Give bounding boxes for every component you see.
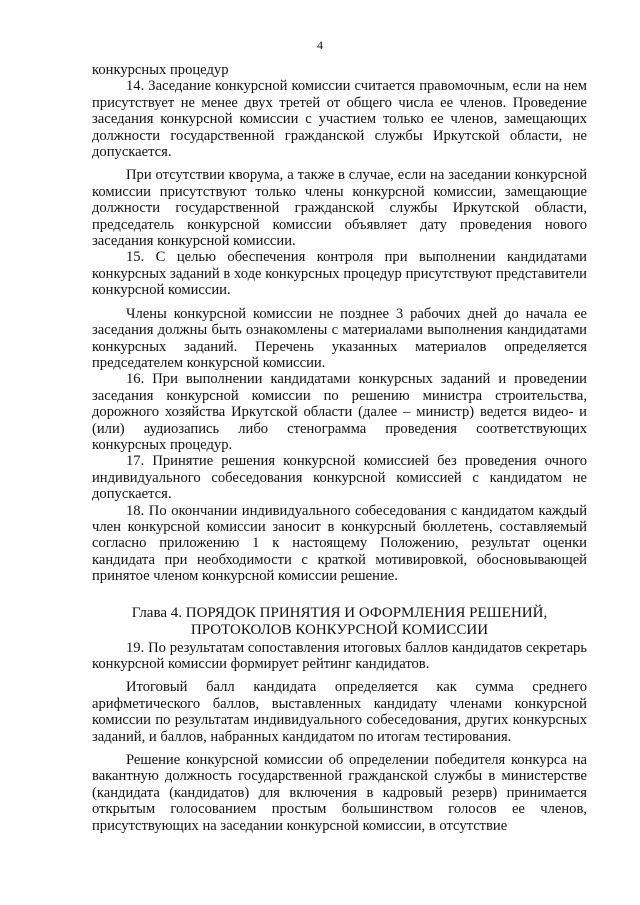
paragraph-materials: Члены конкурсной комиссии не позднее 3 рабочих дней до начала ее заседания должны быть ознакомлены с материалами выполнения кандидатами конкурсных заданий. Перечень указанных материалов определяется председателем конкурсной комиссии. [92,305,587,371]
paragraph-continuation: конкурсных процедур [92,62,229,78]
paragraph-16: 16. При выполнении кандидатами конкурсных заданий и проведении заседания конкурсной комиссии по решению министра строительства, дорожного хозяйства Иркутской области (далее – министр) ведется видео- и (или) аудиозапись либо стенограмма проведения соответствующих конкурсных процедур. [92,371,587,453]
paragraph-17: 17. Принятие решения конкурсной комиссией без проведения очного индивидуального собеседования конкурсной комиссией с кандидатом не допускается. [92,453,587,503]
paragraph-final-score: Итоговый балл кандидата определяется как сумма среднего арифметического баллов, выставленных кандидату членами конкурсной комиссии по результатам индивидуального собеседования, других конкурсных заданий, и баллов, набранных кандидатом по итогам тестирования. [92,679,587,745]
paragraph-decision: Решение конкурсной комиссии об определении победителя конкурса на вакантную должность государственной гражданской службы в министерстве (кандидата (кандидатов) для включения в кадровый резерв) принимается открытым голосованием простым большинством голосов ее членов, присутствующих на заседании конкурсной комиссии, в отсутствие [92,752,587,834]
paragraph-quorum: При отсутствии кворума, а также в случае, если на заседании конкурсной комиссии присутствуют только члены конкурсной комиссии, замещающие должности государственной гражданской службы Иркутской области, председатель конкурсной комиссии объявляет дату проведения нового заседания конкурсной комиссии. [92,167,587,250]
paragraph-18: 18. По окончании индивидуального собеседования с кандидатом каждый член конкурсной комиссии заносит в конкурсный бюллетень, составляемый согласно приложению 1 к настоящему Положению, результат оценки кандидата при необходимости с краткой мотивировкой, обосновывающей принятое членом конкурсной комиссии решение. [92,502,587,585]
page-number: 4 [317,38,323,52]
chapter-heading-line-1: Глава 4. ПОРЯДОК ПРИНЯТИЯ И ОФОРМЛЕНИЯ РЕШЕНИЙ, [131,604,548,621]
chapter-heading [92,605,587,640]
document-body [92,62,587,834]
paragraph-15: 15. С целью обеспечения контроля при выполнении кандидатами конкурсных заданий в ходе конкурсных процедур присутствуют представители конкурсной комиссии. [92,249,587,299]
chapter-heading-line-2: ПРОТОКОЛОВ КОНКУРСНОЙ КОМИССИИ [190,622,489,639]
paragraph-14: 14. Заседание конкурсной комиссии считается правомочным, если на нем присутствует не менее двух третей от общего числа ее членов. Проведение заседания конкурсной комиссии с участием только ее членов, замещающих должности государственной гражданской службы Иркутской области, не допускается. [92,78,587,161]
paragraph-19: 19. По результатам сопоставления итоговых баллов кандидатов секретарь конкурсной комиссии формирует рейтинг кандидатов. [92,639,587,672]
